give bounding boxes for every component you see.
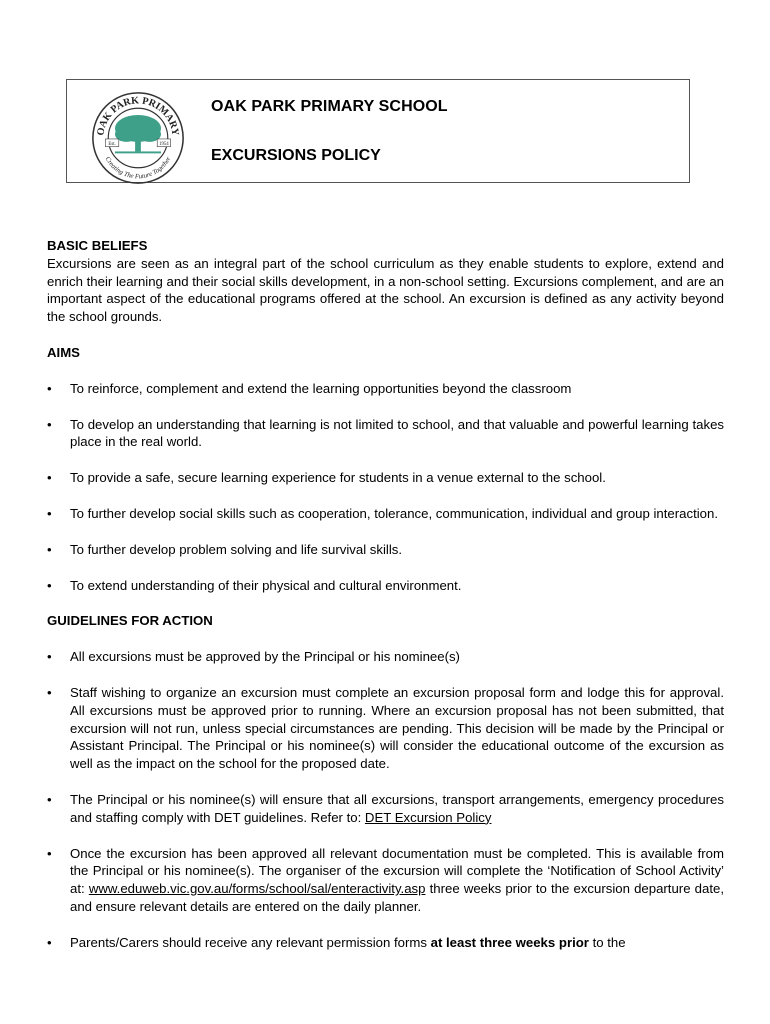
- school-name: OAK PARK PRIMARY SCHOOL: [211, 98, 448, 115]
- guidelines-list: [47, 648, 724, 951]
- aims-list: [47, 380, 724, 595]
- bullet-icon: •: [47, 684, 52, 700]
- list-item: • Parents/Carers should receive any relevant permission forms at least three weeks prior to the: [47, 934, 626, 950]
- det-excursion-policy-link[interactable]: DET Excursion Policy: [364, 809, 492, 825]
- bullet-icon: •: [47, 791, 52, 807]
- basic-beliefs-text: Excursions are seen as an integral part of the school curriculum as they enable students to explore, extend and enrich their learning and their social skills development, in a non-school setting. Excursions complement, and are an important aspect of the educational programs offered at the school. An excursion is defined as any activity beyond the school grounds.: [47, 255, 724, 325]
- eduweb-activity-link[interactable]: www.eduweb.vic.gov.au/forms/school/sal/enteractivity.asp: [88, 881, 426, 897]
- bullet-icon: •: [47, 934, 52, 950]
- list-item: • To extend understanding of their physical and cultural environment.: [47, 577, 462, 593]
- logo-est: Est.: [108, 142, 116, 148]
- list-item: • Once the excursion has been approved all relevant documentation must be completed. This is available from the Principal or his nominee(s). The organiser of the excursion will complete the ‘Notification of School Activity’ at: www.eduweb.vic.gov.au/forms/school/sal/enteractivity.asp three weeks prior to the excursion departure date, and ensure relevant details are entered on the daily planner.: [47, 845, 725, 914]
- policy-body: [47, 237, 724, 970]
- bullet-icon: •: [47, 416, 52, 432]
- policy-title: EXCURSIONS POLICY: [211, 147, 381, 164]
- logo-top-text: OAK PARK PRIMARY: [95, 95, 181, 137]
- bullet-icon: •: [47, 380, 52, 396]
- list-item: • To further develop social skills such as cooperation, tolerance, communication, individual and group interaction.: [47, 505, 719, 521]
- logo-year: 1954: [159, 142, 169, 148]
- bullet-icon: •: [47, 577, 52, 593]
- emphasis-text: at least three weeks prior: [430, 934, 589, 950]
- bullet-icon: •: [47, 470, 52, 486]
- oak-tree-icon: [115, 115, 161, 153]
- list-item: • Staff wishing to organize an excursion must complete an excursion proposal form and lodge this for approval. All excursions must be approved prior to running. Where an excursion proposal has not been submitted, that excursion will not run, unless special circumstances are pending. This decision will be made by the Principal or Assistant Principal. The Principal or his nominee(s) will consider the educational outcome of the excursion as well as the impact on the school for the proposed date.: [47, 684, 724, 772]
- bullet-icon: •: [47, 505, 52, 521]
- list-item: • To reinforce, complement and extend the learning opportunities beyond the classroom: [47, 380, 572, 396]
- bullet-icon: •: [47, 541, 52, 557]
- list-item: • To further develop problem solving and life survival skills.: [47, 541, 403, 557]
- header-box: [66, 79, 690, 183]
- guidelines-heading: GUIDELINES FOR ACTION: [47, 613, 213, 629]
- list-item: • To develop an understanding that learning is not limited to school, and that valuable and powerful learning takes place in the real world.: [47, 416, 724, 450]
- school-logo: [90, 90, 186, 186]
- bullet-icon: •: [47, 649, 52, 665]
- list-item: • The Principal or his nominee(s) will ensure that all excursions, transport arrangements, emergency procedures and staffing comply with DET guidelines. Refer to: DET Excursion Policy: [47, 791, 724, 825]
- basic-beliefs-heading: BASIC BELIEFS: [47, 238, 148, 253]
- list-item: • All excursions must be approved by the Principal or his nominee(s): [47, 649, 460, 665]
- list-item: • To provide a safe, secure learning experience for students in a venue external to the school.: [47, 470, 606, 486]
- logo-bottom-text: Creating The Future Together: [103, 155, 173, 181]
- aims-heading: AIMS: [47, 344, 80, 360]
- bullet-icon: •: [47, 845, 52, 861]
